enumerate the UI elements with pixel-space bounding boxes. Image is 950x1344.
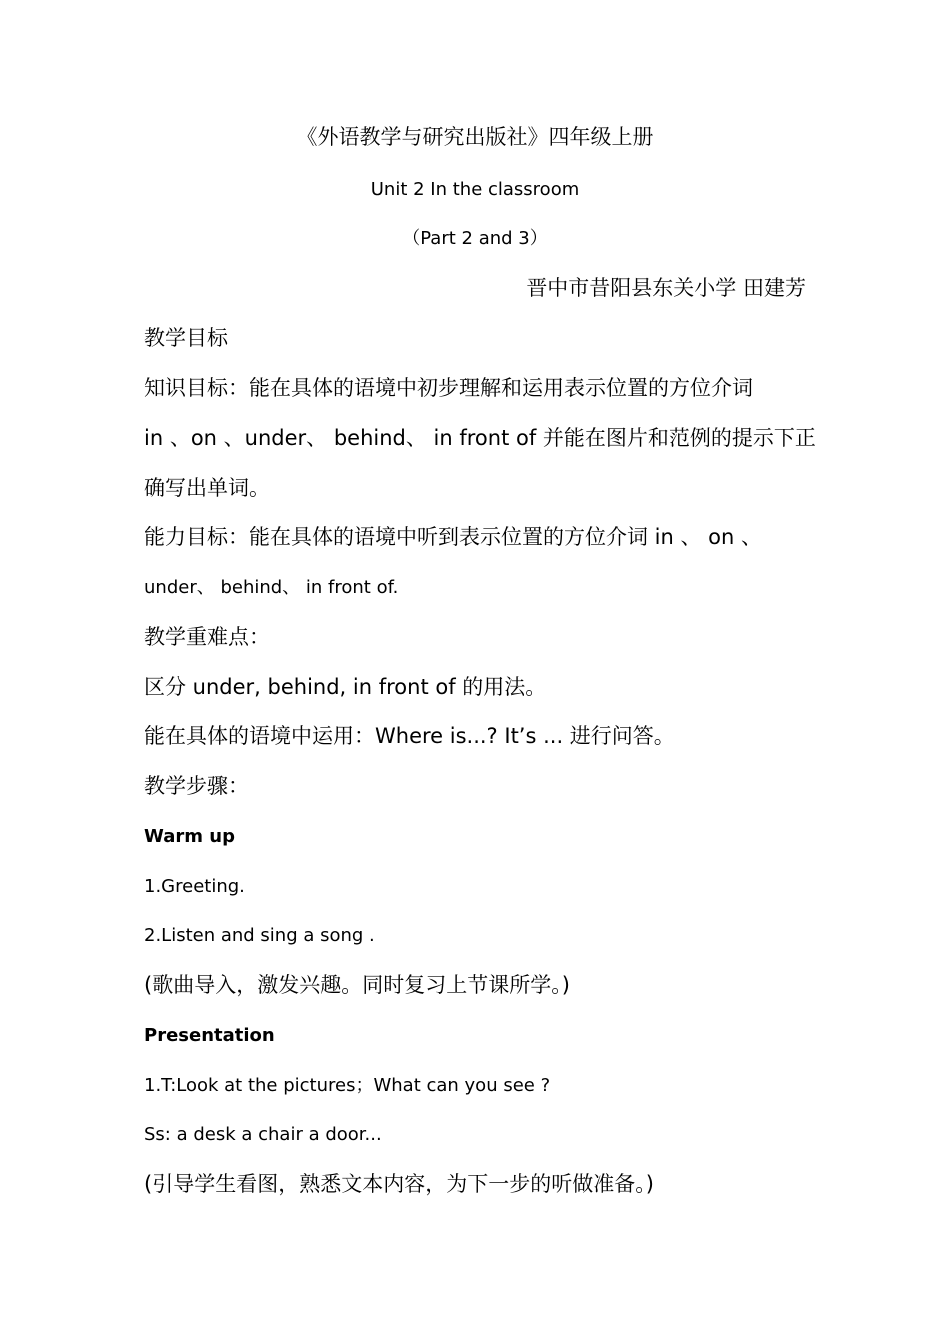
presentation-note: (引导学生看图，熟悉文本内容，为下一步的听做准备。): [144, 1172, 654, 1196]
steps-heading: 教学步骤：: [144, 774, 249, 798]
presentation-heading: Presentation: [144, 1025, 275, 1046]
part-subtitle: （Part 2 and 3）: [402, 228, 548, 249]
document-title: 《外语教学与研究出版社》四年级上册: [296, 125, 654, 149]
presentation-step-1: 1.T:Look at the pictures；What can you see ?: [144, 1075, 551, 1096]
knowledge-objective-line-2: in 、on 、under、 behind、 in front of 并能在图片和范例的提示下正: [144, 426, 816, 450]
knowledge-objective-line-3: 确写出单词。: [144, 476, 270, 500]
knowledge-objective-line-1: 知识目标：能在具体的语境中初步理解和运用表示位置的方位介词: [144, 376, 753, 400]
warmup-step-2: 2.Listen and sing a song .: [144, 925, 375, 946]
key-point-1: 区分 under, behind, in front of 的用法。: [144, 675, 547, 699]
presentation-step-2: Ss: a desk a chair a door...: [144, 1124, 382, 1145]
warmup-heading: Warm up: [144, 826, 235, 847]
ability-objective-line-1: 能力目标：能在具体的语境中听到表示位置的方位介词 in 、 on 、: [144, 525, 763, 549]
key-points-heading: 教学重难点：: [144, 625, 270, 649]
warmup-note: (歌曲导入，激发兴趣。同时复习上节课所学。): [144, 973, 570, 997]
author-line: 晋中市昔阳县东关小学 田建芳: [526, 276, 806, 300]
key-point-2: 能在具体的语境中运用：Where is...? It’s ... 进行问答。: [144, 724, 675, 748]
unit-title: Unit 2 In the classroom: [370, 179, 580, 200]
ability-objective-line-2: under、 behind、 in front of.: [144, 577, 399, 598]
warmup-step-1: 1.Greeting.: [144, 876, 245, 897]
objectives-heading: 教学目标: [144, 326, 228, 350]
